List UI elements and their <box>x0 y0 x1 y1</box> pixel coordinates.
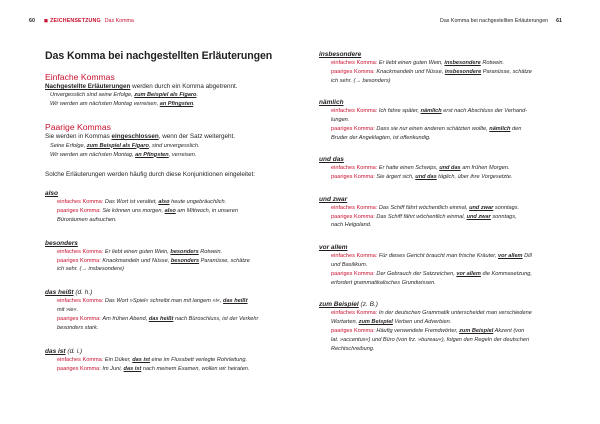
text-run: besonders stark. <box>57 325 99 332</box>
comma-type-label: paariges Komma: <box>331 68 375 75</box>
usage-example <box>319 125 561 134</box>
conjunction-entry <box>319 300 561 354</box>
text-run: Er hatte einen Schwips, <box>378 165 440 172</box>
conjunction-entry <box>319 243 561 288</box>
text-run: Rotwein. <box>198 248 223 255</box>
conjunction-abbreviation: (z. B.) <box>358 301 378 308</box>
example-text <box>57 325 98 331</box>
text-run: Dill <box>522 252 532 259</box>
text-run: , sind unvergesslich. <box>148 142 200 149</box>
emphasized-word: das ist <box>123 365 142 372</box>
text-run: nach Helgoland. <box>331 222 372 229</box>
comma-type-label: einfaches Komma: <box>331 60 378 66</box>
comma-type-label: einfaches Komma: <box>57 356 104 363</box>
text-run: Büroräumen aufsuchen. <box>57 216 117 223</box>
paarige-kommas-text <box>45 132 270 141</box>
usage-example <box>45 365 270 374</box>
text-run: am Mittwoch, in unseren <box>175 207 238 214</box>
example-text <box>331 135 431 141</box>
example-text <box>379 205 519 211</box>
running-head-title: Das Komma bei nachgestellten Erläuterungen <box>440 18 549 24</box>
example-text <box>331 78 390 84</box>
text-run: nach Büroschluss, ist der Verkehr <box>173 316 259 323</box>
right-page <box>300 0 600 424</box>
text-run: Das Wort »Spiel« schreibt man mit langem »i«, <box>104 298 224 305</box>
text-run: In der deutschen Grammatik unterscheidet man verschiedene <box>378 310 532 316</box>
text-run: Er liebt einen guten Wein, <box>104 248 171 255</box>
emphasized-word: also <box>164 207 176 214</box>
text-run: nach meinem Examen, wollen wir heiraten. <box>141 365 250 372</box>
emphasized-word: Nachgestellte Erläuterungen <box>45 83 131 90</box>
conjunction-intro: Solche Erläuterungen werden häufig durch diese Konjunktionen eingeleitet: <box>45 170 256 178</box>
text-run: erfordert grammatikalisches Grundwissen. <box>331 279 436 286</box>
example-text <box>331 346 375 352</box>
example-text <box>376 174 512 180</box>
conjunction-list-right <box>319 50 561 354</box>
conjunction-word: und zwar <box>319 195 348 203</box>
emphasized-word: vor allem <box>456 270 481 277</box>
conjunction-word: also <box>45 189 59 197</box>
text-run: Paranüsse, schätze <box>481 68 532 75</box>
usage-example <box>319 221 561 230</box>
text-run: Sie ärgert sich, <box>376 174 416 181</box>
text-run: ich sehr. (→ besonders) <box>331 77 391 84</box>
text-run: Der Gebrauch der Satzzeichen, <box>376 270 457 277</box>
usage-example <box>319 134 561 143</box>
text-run: Das Schiff fährt wöchentlich einmal, <box>376 213 467 220</box>
text-run: Im Juni, <box>102 365 124 372</box>
example-text <box>379 60 504 66</box>
conjunction-term <box>319 155 561 164</box>
chapter-title: ZEICHENSETZUNG <box>50 18 101 24</box>
conjunction-term <box>319 243 561 252</box>
comma-type-label: einfaches Komma: <box>331 204 378 211</box>
text-run: erst nach Abschluss der Verhand- <box>441 108 528 115</box>
conjunction-entry <box>319 155 561 182</box>
usage-example <box>319 252 561 261</box>
usage-example <box>319 77 561 86</box>
comma-type-label: einfaches Komma: <box>57 248 104 255</box>
usage-example <box>319 204 561 213</box>
text-run: , wenn der Satz weitergeht. <box>158 133 236 141</box>
text-run: Rechtschreibung. <box>331 345 375 352</box>
usage-example <box>319 309 561 318</box>
text-run: und Basilikum. <box>331 261 368 268</box>
text-run: Knackmandeln und Nüsse, <box>102 257 171 264</box>
example-text <box>331 319 451 325</box>
page-number-left: 60 <box>29 18 35 24</box>
text-run: Er liebt einen guten Wein, <box>378 60 445 66</box>
text-run: die Kommasetzung, <box>480 270 532 277</box>
text-run: ich sehr. (→ insbesondere) <box>57 266 124 273</box>
example-text <box>102 208 238 214</box>
usage-example <box>319 327 561 336</box>
emphasized-word: insbesondere <box>444 68 482 75</box>
example-sentence <box>45 142 270 151</box>
example-text <box>57 307 78 313</box>
conjunction-term <box>319 195 561 204</box>
usage-example <box>45 265 270 274</box>
paarige-kommas-examples <box>45 142 270 160</box>
example-text <box>376 69 531 75</box>
usage-example <box>45 207 270 216</box>
usage-example <box>319 261 561 270</box>
example-text <box>105 298 248 304</box>
comma-type-label: paariges Komma: <box>331 270 375 277</box>
comma-type-label: einfaches Komma: <box>331 310 378 316</box>
section-title: Das Komma <box>104 18 134 24</box>
emphasized-word: vor allem <box>497 252 523 259</box>
example-sentence <box>45 91 270 100</box>
conjunction-entry <box>45 189 270 225</box>
comma-type-label: einfaches Komma: <box>57 298 104 305</box>
conjunction-word: nämlich <box>319 99 344 107</box>
emphasized-word: das ist <box>132 356 150 363</box>
conjunction-word: das ist <box>45 347 66 355</box>
usage-example <box>319 164 561 173</box>
emphasized-word: das heißt <box>223 298 248 305</box>
running-head-left <box>29 18 134 24</box>
left-column <box>45 50 273 374</box>
emphasized-word: an Pfingsten <box>159 101 194 108</box>
conjunction-word: vor allem <box>319 243 348 251</box>
text-run: lat. »accentus«) und Büro (von frz. »bureau«), folgen den Regeln der deutschen <box>331 336 530 343</box>
emphasized-word: zum Beispiel <box>459 327 494 334</box>
usage-example <box>319 318 561 327</box>
example-text <box>57 217 117 223</box>
text-run: Knackmandeln und Nüsse, <box>376 68 445 75</box>
emphasized-word: und das <box>415 174 437 181</box>
text-run: Wortarten, <box>331 318 359 325</box>
page-title: Das Komma bei nachgestellten Erläuterungen <box>45 50 273 62</box>
text-run: Verben und Adverbien. <box>392 318 452 325</box>
page-number-right: 61 <box>556 18 562 24</box>
conjunction-list-left <box>45 189 270 374</box>
text-run: Rotwein. <box>480 60 505 66</box>
emphasized-word: zum Beispiel als Figaro <box>86 142 149 149</box>
comma-type-label: paariges Komma: <box>331 213 375 220</box>
usage-example <box>319 173 561 182</box>
comma-type-label: einfaches Komma: <box>331 108 378 115</box>
conjunction-word: besonders <box>45 239 78 247</box>
text-run: . <box>196 92 198 99</box>
text-run: werden durch ein Komma abgetrennt. <box>130 83 238 90</box>
usage-example <box>45 356 270 365</box>
comma-type-label: paariges Komma: <box>331 174 375 181</box>
emphasized-word: und das <box>439 165 461 172</box>
conjunction-term <box>319 98 561 107</box>
usage-example <box>319 279 561 288</box>
usage-example <box>45 198 270 207</box>
text-run: Dass sie nur einen anderen schätzten wollte, <box>376 126 490 133</box>
example-text <box>376 214 516 220</box>
einfache-kommas-examples <box>45 91 270 109</box>
text-run: am frühen Morgen. <box>460 165 510 172</box>
usage-example <box>319 107 561 116</box>
example-sentence <box>45 151 270 160</box>
chapter-marker-icon: ◼ <box>43 18 49 24</box>
usage-example <box>319 345 561 354</box>
text-run: Paranüsse, schätze <box>199 257 250 264</box>
usage-example <box>319 59 561 68</box>
example-text <box>105 357 247 363</box>
emphasized-word: besonders <box>170 257 200 264</box>
text-run: Das Wort ist veraltet, <box>104 198 159 205</box>
paarige-kommas-heading: Paarige Kommas <box>45 122 111 133</box>
usage-example <box>45 315 270 324</box>
conjunction-entry <box>45 347 270 374</box>
conjunction-entry <box>319 50 561 86</box>
text-run: Das Schiff fährt wöchentlich einmal, <box>378 204 470 211</box>
comma-type-label: einfaches Komma: <box>331 165 378 172</box>
conjunction-entry <box>45 239 270 275</box>
conjunction-term <box>45 288 270 297</box>
emphasized-word: also <box>158 198 170 205</box>
einfache-kommas-heading: Einfache Kommas <box>45 72 115 82</box>
conjunction-word: insbesondere <box>319 51 362 58</box>
right-column <box>319 50 561 354</box>
text-run: lungen. <box>331 117 350 124</box>
example-text <box>102 316 258 322</box>
emphasized-word: nämlich <box>489 126 511 133</box>
emphasized-word: insbesondere <box>444 60 481 66</box>
text-run: Wir werden am nächsten Montag, <box>50 151 136 158</box>
example-text <box>331 280 436 286</box>
example-text <box>57 266 124 272</box>
text-run: Ein Düker, <box>104 356 133 363</box>
emphasized-word: und zwar <box>469 204 494 211</box>
example-text <box>105 249 222 255</box>
text-run: Akzent (von <box>493 327 525 334</box>
comma-type-label: einfaches Komma: <box>331 252 378 259</box>
usage-example <box>319 213 561 222</box>
usage-example <box>45 248 270 257</box>
conjunction-entry <box>45 288 270 333</box>
conjunction-term <box>45 189 270 198</box>
text-run: den <box>510 126 522 133</box>
example-text <box>331 222 371 228</box>
running-head-right <box>440 18 562 24</box>
emphasized-word: zum Beispiel als Figaro <box>134 92 197 99</box>
example-text <box>376 328 524 334</box>
usage-example <box>45 257 270 266</box>
text-run: heute ungebräuchlich. <box>169 198 227 205</box>
usage-example <box>45 216 270 225</box>
conjunction-term <box>45 347 270 356</box>
conjunction-abbreviation: (d. h.) <box>73 289 93 297</box>
einfache-kommas-text <box>45 82 270 91</box>
example-text <box>379 253 532 259</box>
conjunction-term <box>319 300 561 309</box>
usage-example <box>319 116 561 125</box>
example-text <box>331 337 529 343</box>
conjunction-term <box>319 50 561 59</box>
text-run: Häufig verwendete Fremdwörter, <box>376 327 460 334</box>
emphasized-word: eingeschlossen <box>111 133 159 141</box>
conjunction-word: und das <box>319 156 344 164</box>
text-run: , verreisen. <box>168 151 197 158</box>
text-run: mit »ie«. <box>57 307 79 314</box>
comma-type-label: einfaches Komma: <box>57 198 104 205</box>
conjunction-term <box>45 239 270 248</box>
usage-example <box>45 306 270 315</box>
emphasized-word: zum Beispiel <box>358 318 393 325</box>
example-text <box>102 366 249 372</box>
text-run: Sie können uns morgen, <box>102 207 165 214</box>
text-run: sonntags. <box>493 204 520 211</box>
conjunction-word: zum Beispiel <box>319 301 359 308</box>
usage-example <box>45 297 270 306</box>
example-text <box>376 271 532 277</box>
conjunction-word: das heißt <box>45 289 74 297</box>
emphasized-word: an Pfingsten <box>135 151 169 158</box>
conjunction-abbreviation: (d. i.) <box>65 347 83 355</box>
text-run: Für dieses Gericht braucht man frische Kräuter, <box>378 252 498 259</box>
example-text <box>379 108 527 114</box>
example-text <box>102 258 249 264</box>
text-run: sonntags, <box>490 213 517 220</box>
usage-example <box>45 324 270 333</box>
text-run: . <box>193 101 195 108</box>
example-text <box>379 310 532 316</box>
comma-type-label: paariges Komma: <box>57 257 101 264</box>
example-text <box>379 165 510 171</box>
example-text <box>331 117 349 123</box>
usage-example <box>319 68 561 77</box>
text-run: Bruder der Angeklagten, ist offenkundig. <box>331 134 431 141</box>
usage-example <box>319 336 561 345</box>
text-run: eine im Flussbett verlegte Rohrleitung. <box>149 356 247 363</box>
example-text <box>376 126 521 132</box>
conjunction-entry <box>319 98 561 143</box>
text-run: Seine Erfolge, <box>50 142 87 149</box>
example-text <box>105 199 226 205</box>
example-sentence <box>45 100 270 109</box>
usage-example <box>319 270 561 279</box>
text-run: Sie werden in Kommas <box>45 133 112 141</box>
emphasized-word: besonders <box>170 248 199 255</box>
comma-type-label: paariges Komma: <box>331 327 375 334</box>
text-run: Wir werden am nächsten Montag verreisen, <box>50 101 160 108</box>
emphasized-word: und zwar <box>466 213 491 220</box>
text-run: täglich, über ihre Vorgesetzte. <box>436 174 513 181</box>
emphasized-word: das heißt <box>148 316 174 323</box>
example-text <box>331 262 367 268</box>
text-run: Unvergesslich sind seine Erfolge, <box>50 92 135 99</box>
comma-type-label: paariges Komma: <box>57 316 101 323</box>
conjunction-entry <box>319 195 561 231</box>
comma-type-label: paariges Komma: <box>331 126 375 133</box>
text-run: Am frühen Abend, <box>102 316 149 323</box>
emphasized-word: nämlich <box>420 108 442 115</box>
text-run: Ich fahre später, <box>378 108 421 115</box>
comma-type-label: paariges Komma: <box>57 365 101 372</box>
comma-type-label: paariges Komma: <box>57 207 101 214</box>
